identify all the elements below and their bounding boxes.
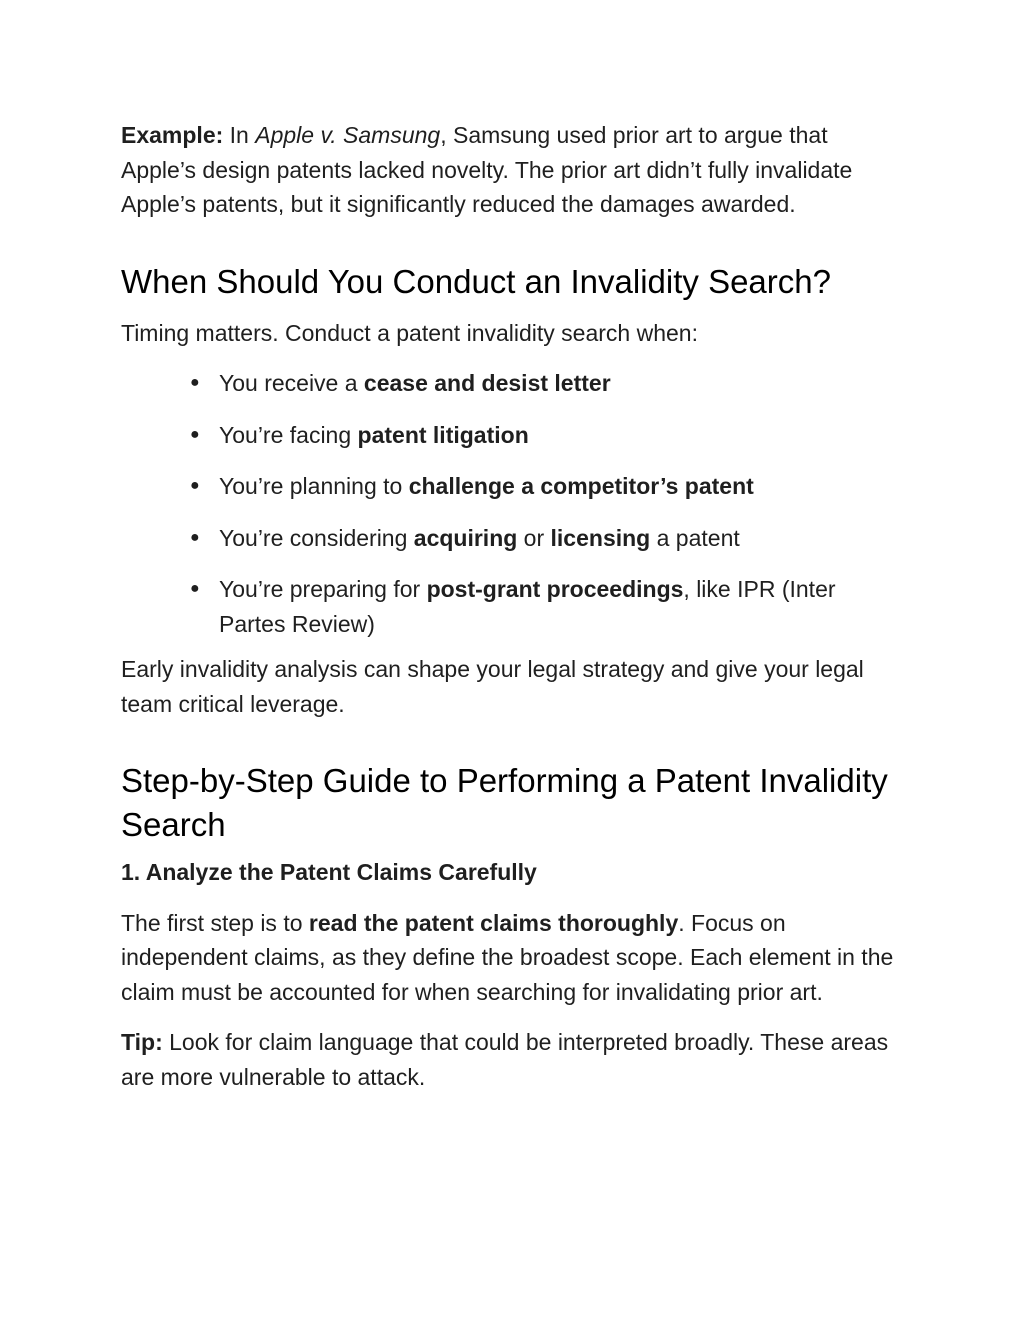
bullet-icon: ● bbox=[190, 528, 200, 546]
example-label: Example: bbox=[121, 122, 224, 148]
when-heading: When Should You Conduct an Invalidity Search? bbox=[121, 262, 831, 300]
bullet-icon: ● bbox=[190, 580, 200, 597]
bullet-icon: ● bbox=[190, 477, 200, 494]
when-closing: Early invalidity analysis can shape your legal strategy and give your legal team critical leverage. bbox=[121, 656, 864, 717]
step1-title: 1. Analyze the Patent Claims Carefully bbox=[121, 859, 537, 885]
tip-paragraph: Tip: Look for claim language that could be interpreted broadly. These areas are more vulnerable to attack. bbox=[121, 1029, 889, 1090]
list-item: ● You’re facing patent litigation bbox=[219, 418, 906, 453]
bullet-icon: ● bbox=[190, 374, 200, 391]
when-list bbox=[121, 366, 906, 641]
case-name: Apple v. Samsung bbox=[255, 122, 441, 148]
document-page bbox=[121, 118, 906, 1094]
list-item: ● You’re considering acquiring or licensing a patent bbox=[219, 521, 906, 556]
when-intro: Timing matters. Conduct a patent invalidity search when: bbox=[121, 319, 698, 346]
list-item: ● You’re preparing for post-grant proceedings, like IPR (Inter Partes Review) bbox=[219, 572, 906, 641]
guide-heading: Step-by-Step Guide to Performing a Patent Invalidity Search bbox=[121, 762, 888, 843]
step1-paragraph: The first step is to read the patent claims thoroughly. Focus on independent claims, as they define the broadest scope. Each element in the claim must be accounted for when searching for invalidating prior art. bbox=[121, 909, 894, 1005]
bullet-icon: ● bbox=[190, 425, 200, 443]
example-paragraph: Example: In Apple v. Samsung, Samsung used prior art to argue that Apple’s design patents lacked novelty. The prior art didn’t fully invalidate Apple’s patents, but it significantly reduced the damages awarded. bbox=[121, 122, 853, 217]
list-item: ● You receive a cease and desist letter bbox=[219, 366, 906, 401]
tip-label: Tip: bbox=[121, 1029, 163, 1055]
list-item: ● You’re planning to challenge a competitor’s patent bbox=[219, 469, 906, 504]
